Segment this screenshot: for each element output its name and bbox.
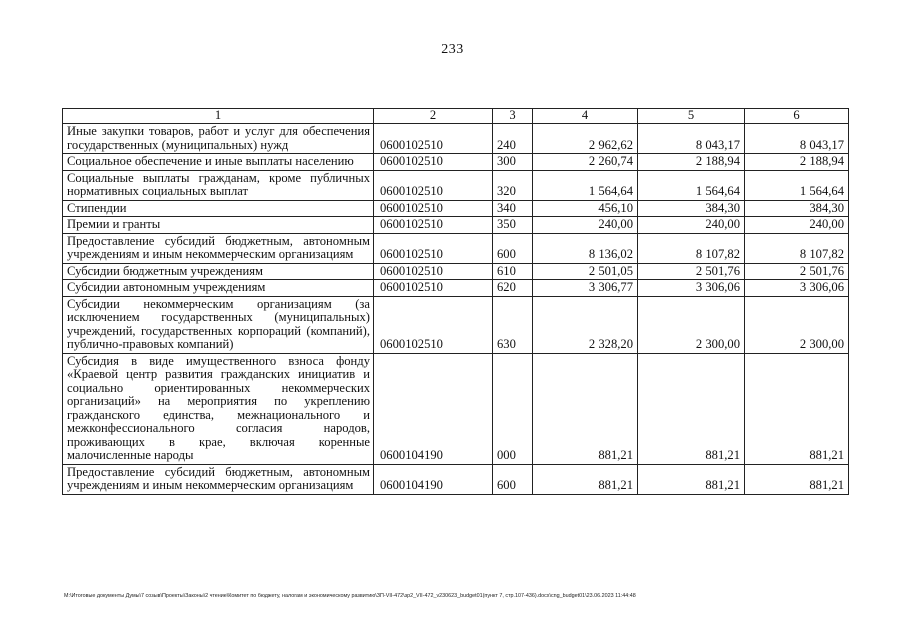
target-code-cell: 0600102510 — [374, 200, 493, 217]
amount-col6-cell: 1 564,64 — [745, 170, 849, 200]
target-code-cell: 0600104190 — [374, 464, 493, 494]
table-row — [63, 464, 849, 494]
amount-col5-cell: 2 188,94 — [638, 154, 745, 171]
target-code-cell: 0600102510 — [374, 280, 493, 297]
expense-type-cell: 350 — [493, 217, 533, 234]
amount-col5-cell: 384,30 — [638, 200, 745, 217]
column-header: 6 — [745, 109, 849, 124]
target-code-cell: 0600102510 — [374, 263, 493, 280]
amount-col5-cell: 8 107,82 — [638, 233, 745, 263]
target-code-cell: 0600102510 — [374, 233, 493, 263]
amount-col5-cell: 881,21 — [638, 353, 745, 464]
expense-name-cell: Иные закупки товаров, работ и услуг для обеспечения государственных (муниципальных) нужд — [63, 124, 374, 154]
amount-col6-cell: 8 107,82 — [745, 233, 849, 263]
expense-name-cell: Предоставление субсидий бюджетным, автономным учреждениям и иным некоммерческим организациям — [63, 233, 374, 263]
amount-col4-cell: 2 260,74 — [533, 154, 638, 171]
amount-col5-cell: 2 300,00 — [638, 296, 745, 353]
target-code-cell: 0600102510 — [374, 217, 493, 234]
table-row — [63, 170, 849, 200]
expense-type-cell: 620 — [493, 280, 533, 297]
expense-type-cell: 600 — [493, 464, 533, 494]
target-code-cell: 0600104190 — [374, 353, 493, 464]
expense-name-cell: Субсидии автономным учреждениям — [63, 280, 374, 297]
expense-name-cell: Субсидия в виде имущественного взноса фонду «Краевой центр развития гражданских инициатив и социально ориентированных некоммерческих организаций» на мероприятия по укреплению гражданского единства, межнационального и межконфессионального согласия народов, проживающих в крае, включая коренные малочисленные народы — [63, 353, 374, 464]
budget-table — [62, 108, 849, 495]
expense-type-cell: 340 — [493, 200, 533, 217]
expense-name-cell: Субсидии бюджетным учреждениям — [63, 263, 374, 280]
target-code-cell: 0600102510 — [374, 154, 493, 171]
amount-col4-cell: 2 328,20 — [533, 296, 638, 353]
table-row — [63, 200, 849, 217]
table-row — [63, 217, 849, 234]
amount-col4-cell: 3 306,77 — [533, 280, 638, 297]
expense-type-cell: 000 — [493, 353, 533, 464]
column-header: 4 — [533, 109, 638, 124]
amount-col6-cell: 240,00 — [745, 217, 849, 234]
expense-name-cell: Предоставление субсидий бюджетным, автономным учреждениям и иным некоммерческим организациям — [63, 464, 374, 494]
amount-col6-cell: 384,30 — [745, 200, 849, 217]
amount-col6-cell: 3 306,06 — [745, 280, 849, 297]
expense-type-cell: 320 — [493, 170, 533, 200]
expense-type-cell: 600 — [493, 233, 533, 263]
expense-name-cell: Субсидии некоммерческим организациям (за исключением государственных (муниципальных) учреждений, государственных корпораций (компаний), публично-правовых компаний) — [63, 296, 374, 353]
amount-col6-cell: 2 300,00 — [745, 296, 849, 353]
amount-col4-cell: 881,21 — [533, 464, 638, 494]
expense-type-cell: 240 — [493, 124, 533, 154]
table-row — [63, 280, 849, 297]
amount-col4-cell: 1 564,64 — [533, 170, 638, 200]
amount-col5-cell: 3 306,06 — [638, 280, 745, 297]
amount-col5-cell: 2 501,76 — [638, 263, 745, 280]
amount-col6-cell: 881,21 — [745, 353, 849, 464]
target-code-cell: 0600102510 — [374, 170, 493, 200]
table-header-row — [63, 109, 849, 124]
amount-col4-cell: 2 501,05 — [533, 263, 638, 280]
target-code-cell: 0600102510 — [374, 124, 493, 154]
amount-col4-cell: 2 962,62 — [533, 124, 638, 154]
table-row — [63, 154, 849, 171]
amount-col6-cell: 881,21 — [745, 464, 849, 494]
amount-col4-cell: 881,21 — [533, 353, 638, 464]
target-code-cell: 0600102510 — [374, 296, 493, 353]
expense-name-cell: Социальное обеспечение и иные выплаты населению — [63, 154, 374, 171]
expense-name-cell: Стипендии — [63, 200, 374, 217]
amount-col6-cell: 2 188,94 — [745, 154, 849, 171]
table-row — [63, 263, 849, 280]
amount-col4-cell: 8 136,02 — [533, 233, 638, 263]
amount-col6-cell: 2 501,76 — [745, 263, 849, 280]
amount-col4-cell: 240,00 — [533, 217, 638, 234]
expense-name-cell: Премии и гранты — [63, 217, 374, 234]
amount-col4-cell: 456,10 — [533, 200, 638, 217]
amount-col5-cell: 240,00 — [638, 217, 745, 234]
expense-name-cell: Социальные выплаты гражданам, кроме публичных нормативных социальных выплат — [63, 170, 374, 200]
table-row — [63, 124, 849, 154]
expense-type-cell: 300 — [493, 154, 533, 171]
amount-col6-cell: 8 043,17 — [745, 124, 849, 154]
table-row — [63, 296, 849, 353]
column-header: 5 — [638, 109, 745, 124]
expense-type-cell: 630 — [493, 296, 533, 353]
column-header: 2 — [374, 109, 493, 124]
column-header: 1 — [63, 109, 374, 124]
amount-col5-cell: 881,21 — [638, 464, 745, 494]
expense-type-cell: 610 — [493, 263, 533, 280]
page-number: 233 — [441, 42, 464, 57]
table-row — [63, 233, 849, 263]
column-header: 3 — [493, 109, 533, 124]
amount-col5-cell: 1 564,64 — [638, 170, 745, 200]
document-footer-path: M:\Итоговые документы Думы\7 созыв\Проекты\Законы\2 чтение\Комитет по бюджету, налогам и экономическому развитию\ЗП-VII-472\зр2_VII-472_v230623_budget01(пункт 7, стр.107-436).docx\cng_budget01\23.06.2023 11:44:48 — [64, 593, 636, 599]
amount-col5-cell: 8 043,17 — [638, 124, 745, 154]
table-row — [63, 353, 849, 464]
